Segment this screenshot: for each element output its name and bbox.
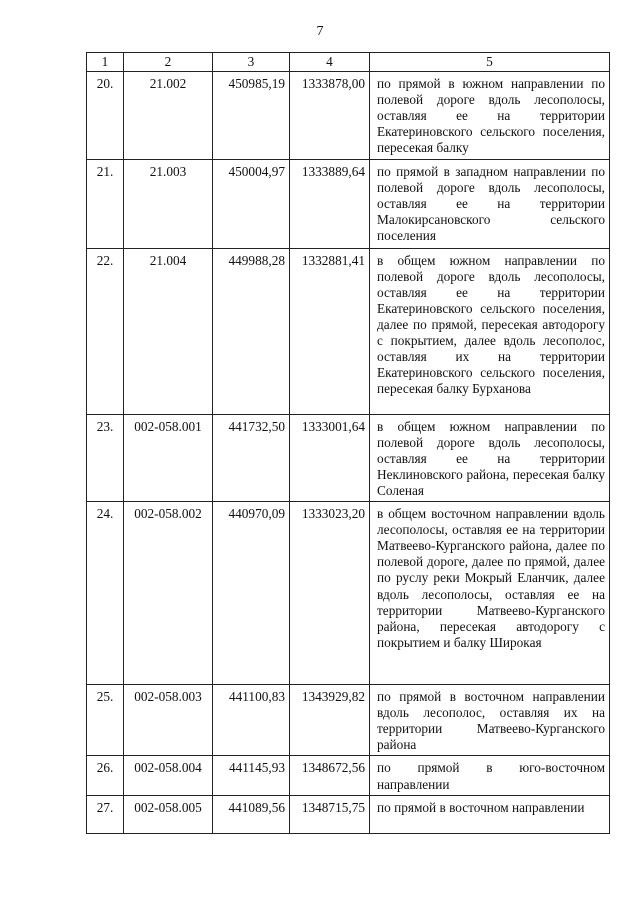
boundary-description: по прямой в южном направлении по полевой дороге вдоль лесополосы, оставляя ее на территории Екатериновского сельского поселения, пересекая балку (370, 72, 610, 159)
row-number: 27. (87, 795, 124, 833)
point-code: 002-058.003 (124, 685, 213, 756)
header-cell: 1 (87, 53, 124, 72)
table-row (87, 248, 610, 414)
coord-y: 1348715,75 (290, 795, 370, 833)
point-code: 21.003 (124, 159, 213, 248)
table-row (87, 756, 610, 795)
row-number: 23. (87, 414, 124, 501)
row-number: 24. (87, 502, 124, 685)
point-code: 002-058.002 (124, 502, 213, 685)
row-number: 22. (87, 248, 124, 414)
table-row (87, 72, 610, 159)
boundary-description: по прямой в западном направлении по полевой дороге вдоль лесополосы, оставляя ее на территории Малокирсановского сельского поселения (370, 159, 610, 248)
boundary-description: в общем восточном направлении вдоль лесополосы, оставляя ее на территории Матвеево-Курганского района, далее по полевой дороге, далее по прямой, далее по руслу реки Мокрый Еланчик, далее вдоль лесополосы, оставляя ее на территории Матвеево-Курганского района, пересекая автодорогу с покрытием и балку Широкая (370, 502, 610, 685)
point-code: 002-058.001 (124, 414, 213, 501)
coord-y: 1333878,00 (290, 72, 370, 159)
coord-y: 1333023,20 (290, 502, 370, 685)
coord-y: 1333889,64 (290, 159, 370, 248)
row-number: 25. (87, 685, 124, 756)
coord-y: 1348672,56 (290, 756, 370, 795)
boundary-points-table (86, 52, 610, 834)
coord-x: 441732,50 (213, 414, 290, 501)
point-code: 21.004 (124, 248, 213, 414)
boundary-description: по прямой в восточном направлении (370, 795, 610, 833)
table-row (87, 795, 610, 833)
table-row (87, 502, 610, 685)
table-header-row (87, 53, 610, 72)
table-row (87, 159, 610, 248)
point-code: 21.002 (124, 72, 213, 159)
point-code: 002-058.005 (124, 795, 213, 833)
row-number: 26. (87, 756, 124, 795)
coord-y: 1332881,41 (290, 248, 370, 414)
coord-x: 449988,28 (213, 248, 290, 414)
header-cell: 3 (213, 53, 290, 72)
coord-x: 441100,83 (213, 685, 290, 756)
coord-x: 441145,93 (213, 756, 290, 795)
page-number: 7 (316, 24, 324, 39)
boundary-description: по прямой в юго-восточном направлении (370, 756, 610, 795)
row-number: 21. (87, 159, 124, 248)
point-code: 002-058.004 (124, 756, 213, 795)
table-row (87, 414, 610, 501)
boundary-description: в общем южном направлении по полевой дороге вдоль лесополосы, оставляя ее на территории Неклиновского района, пересекая балку Соленая (370, 414, 610, 501)
coord-x: 450004,97 (213, 159, 290, 248)
header-cell: 5 (370, 53, 610, 72)
coord-x: 441089,56 (213, 795, 290, 833)
coord-y: 1343929,82 (290, 685, 370, 756)
table-row (87, 685, 610, 756)
header-cell: 4 (290, 53, 370, 72)
coord-x: 450985,19 (213, 72, 290, 159)
boundary-description: по прямой в восточном направлении вдоль лесополос, оставляя их на территории Матвеево-Курганского района (370, 685, 610, 756)
boundary-description: в общем южном направлении по полевой дороге вдоль лесополосы, оставляя ее на территории Екатериновского сельского поселения, далее по прямой, пересекая автодорогу с покрытием, далее вдоль лесополос, оставляя их на территории Екатериновского сельского поселения, пересекая балку Бурханова (370, 248, 610, 414)
coord-x: 440970,09 (213, 502, 290, 685)
row-number: 20. (87, 72, 124, 159)
coord-y: 1333001,64 (290, 414, 370, 501)
header-cell: 2 (124, 53, 213, 72)
